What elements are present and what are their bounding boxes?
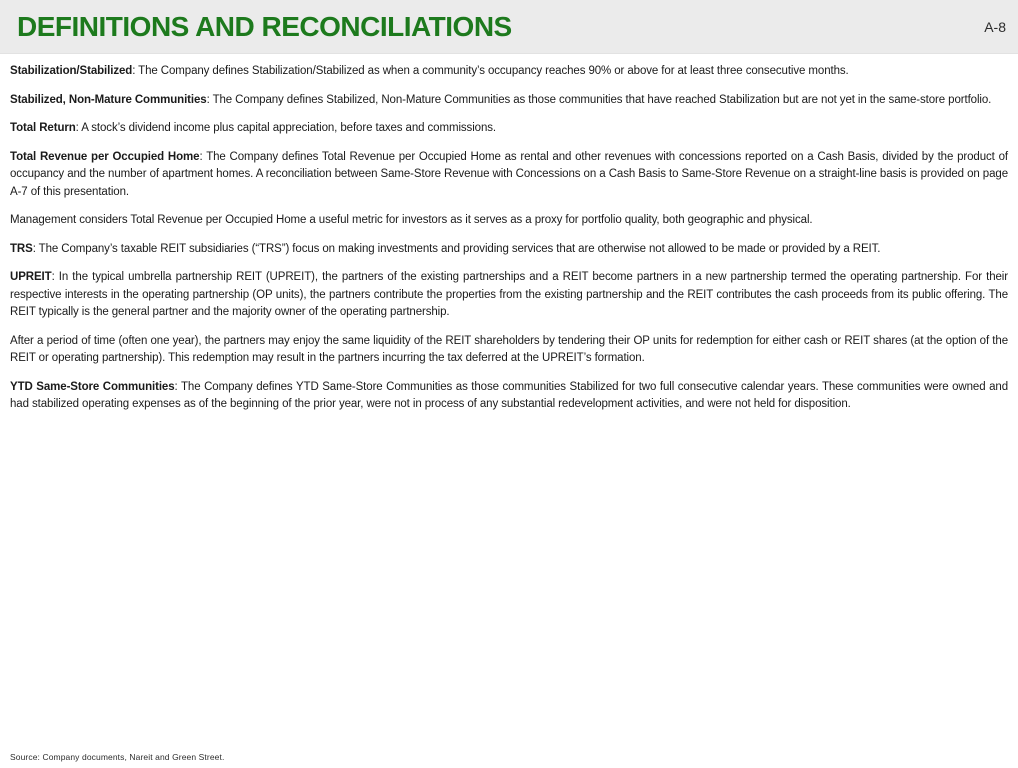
definition-term: UPREIT [10,271,52,283]
definition-term: Total Revenue per Occupied Home [10,150,200,163]
definition-text: : The Company defines Total Revenue per Occupied Home as rental and other revenues with concessions reported on a Cash Basis, divided by the product of occupancy and the number of apartment homes. A reconciliation between Same-Store Revenue with Concessions on a Cash Basis to Same-Store Revenue on a straight-line basis is provided on page A-7 of this presentation. [10,150,1008,198]
definition-term: TRS [10,242,33,255]
definition-paragraph [10,92,1008,110]
definition-text: Management considers Total Revenue per Occupied Home a useful metric for investors as it serves as a proxy for portfolio quality, both geographic and physical. [10,214,813,226]
definition-text: : The Company defines YTD Same-Store Communities as those communities Stabilized for two full consecutive calendar years. These communities were owned and had stabilized operating expenses as of the beginning of the prior year, were not in process of any substantial redevelopment activities, and were not held for disposition. [10,380,1008,410]
page-title: DEFINITIONS AND RECONCILIATIONS [17,10,512,42]
definition-paragraph [10,149,1008,202]
definition-paragraph [10,212,1008,230]
definition-paragraph [10,241,1008,259]
definition-text: After a period of time (often one year), the partners may enjoy the same liquidity of the REIT shareholders by tendering their OP units for redemption for either cash or REIT shares (at the option of the REIT or operating partnership). This redemption may result in the partners incurring the tax deferred at the UPREIT’s formation. [10,334,1008,364]
definition-term: YTD Same-Store Communities [10,380,175,393]
definition-paragraph [10,379,1008,414]
source-note: Source: Company documents, Nareit and Green Street. [10,752,225,762]
definition-text: : A stock’s dividend income plus capital appreciation, before taxes and commissions. [75,122,496,134]
definition-paragraph [10,63,1008,81]
page-number: A-8 [984,18,1006,35]
definition-term: Stabilized, Non-Mature Communities [10,93,207,106]
definitions-content [10,63,1008,425]
definition-paragraph [10,269,1008,322]
definition-text: : The Company’s taxable REIT subsidiaries (“TRS”) focus on making investments and providing services that are otherwise not allowed to be made or provided by a REIT. [32,242,881,255]
definition-text: : In the typical umbrella partnership REIT (UPREIT), the partners of the existing partnerships and a REIT become partners in a new partnership termed the operating partnership. For their respective interests in the operating partnership (OP units), the partners contribute the properties from the existing partnership and the REIT contributes the cash proceeds from its public offering. The REIT typically is the general partner and the majority owner of the operating partnership. [10,271,1008,318]
definition-text: : The Company defines Stabilized, Non-Mature Communities as those communities that have reached Stabilization but are not yet in the same-store portfolio. [206,93,992,106]
slide-header [0,0,1018,54]
definition-paragraph [10,333,1008,368]
definition-paragraph [10,120,1008,138]
definition-text: : The Company defines Stabilization/Stabilized as when a community’s occupancy reaches 90% or above for at least three consecutive months. [132,65,849,77]
definition-term: Stabilization/Stabilized [10,65,133,77]
definition-term: Total Return [10,122,76,134]
